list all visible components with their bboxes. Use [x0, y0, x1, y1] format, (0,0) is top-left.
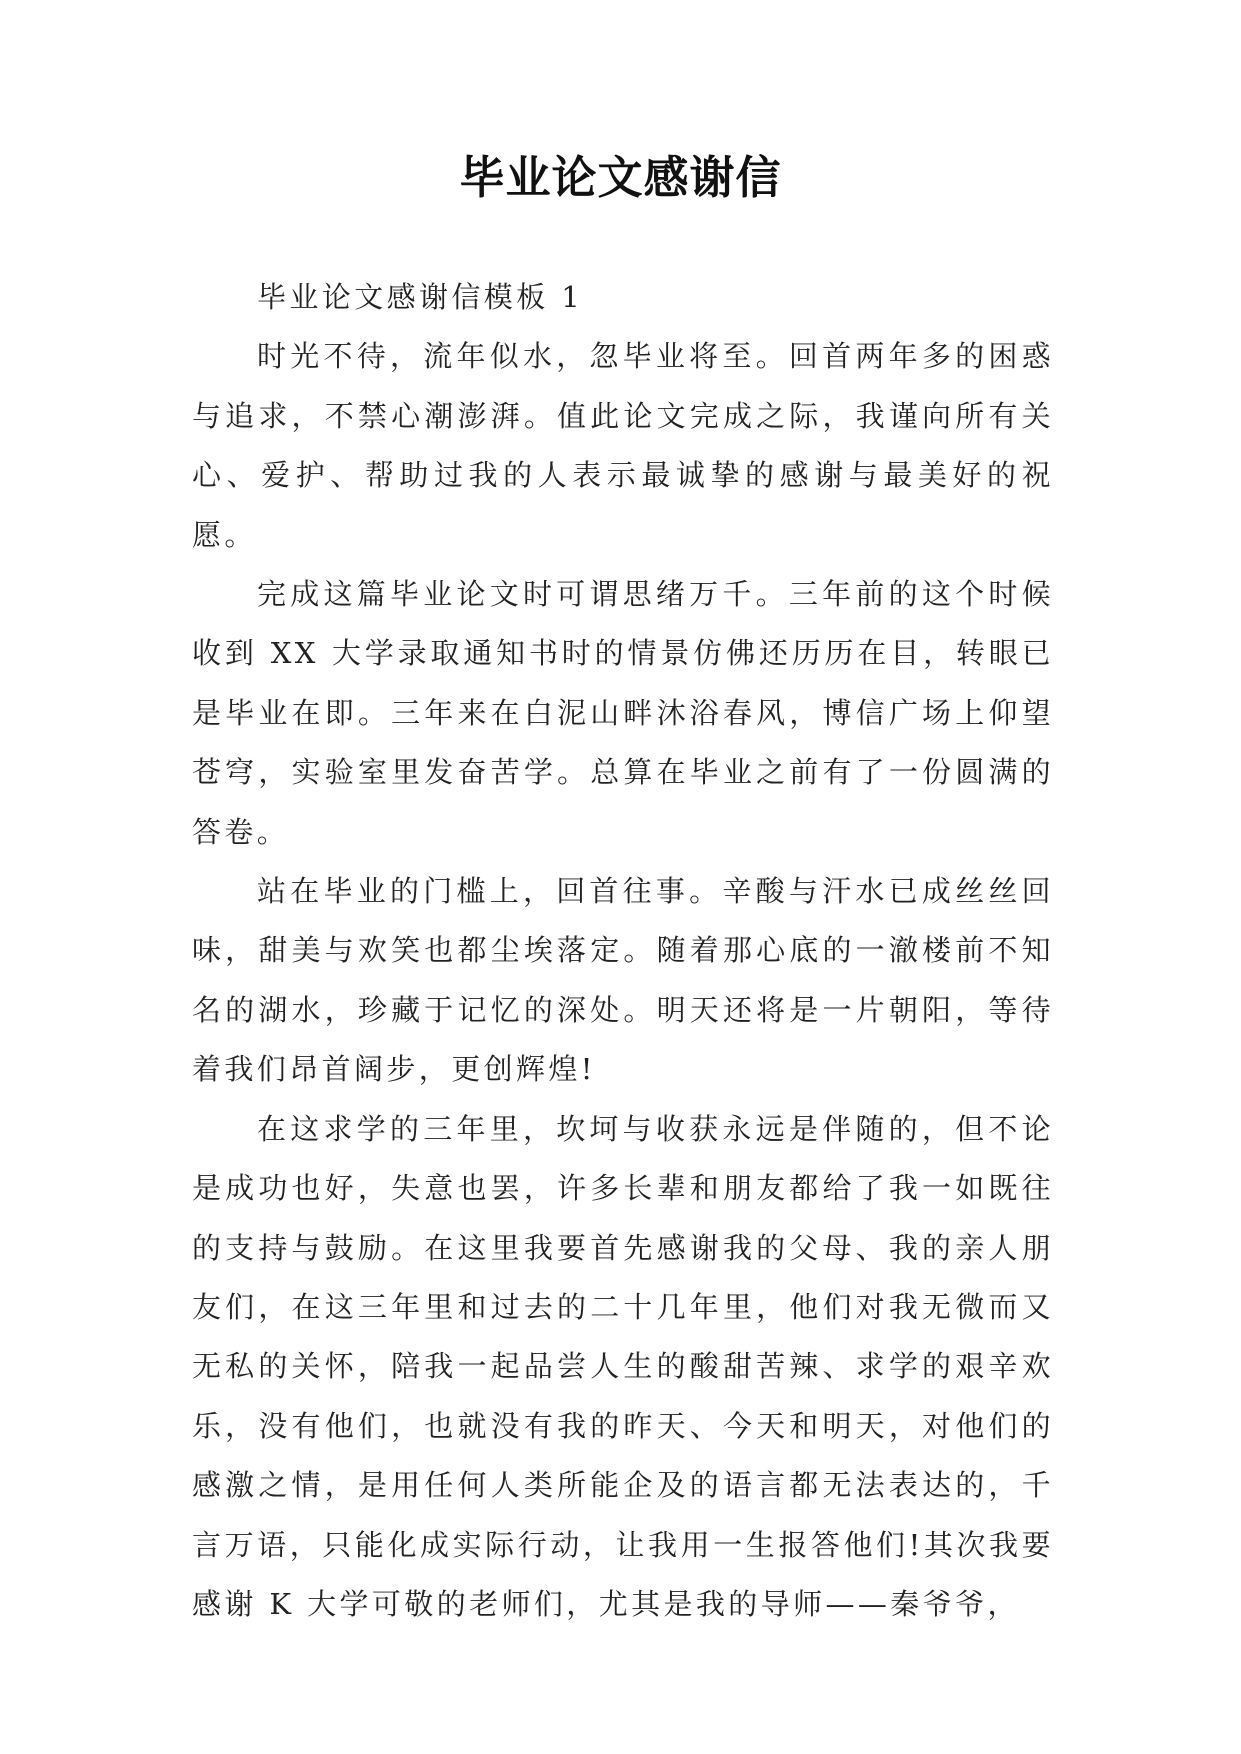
paragraph: 站在毕业的门槛上，回首往事。辛酸与汗水已成丝丝回味，甜美与欢笑也都尘埃落定。随着那心底的一澈楼前不知名的湖水，珍藏于记忆的深处。明天还将是一片朝阳，等待着我们昂首阔步，更创辉煌!	[192, 874, 1054, 1087]
document-title: 毕业论文感谢信	[459, 151, 782, 204]
paragraph: 完成这篇毕业论文时可谓思绪万千。三年前的这个时候收到 XX 大学录取通知书时的情景仿佛还历历在目，转眼已是毕业在即。三年来在白泥山畔沐浴春风，博信广场上仰望苍穹，实验室里发奋苦学。总算在毕业之前有了一份圆满的答卷。	[192, 577, 1054, 849]
paragraph: 在这求学的三年里，坎坷与收获永远是伴随的，但不论是成功也好，失意也罢，许多长辈和朋友都给了我一如既往的支持与鼓励。在这里我要首先感谢我的父母、我的亲人朋友们，在这三年里和过去的二十几年里，他们对我无微而又无私的关怀，陪我一起品尝人生的酸甜苦辣、求学的艰辛欢乐，没有他们，也就没有我的昨天、今天和明天，对他们的感激之情，是用任何人类所能企及的语言都无法表达的，千言万语，只能化成实际行动，让我用一生报答他们!其次我要感谢 K 大学可敬的老师们，尤其是我的导师——秦爷爷，	[192, 1111, 1054, 1621]
document-body	[192, 268, 1054, 1634]
paragraph-template-heading: 毕业论文感谢信模板 1	[257, 280, 584, 314]
paragraph: 时光不待，流年似水，忽毕业将至。回首两年多的困惑与追求，不禁心潮澎湃。值此论文完成之际，我谨向所有关心、爱护、帮助过我的人表示最诚挚的感谢与最美好的祝愿。	[192, 339, 1054, 552]
